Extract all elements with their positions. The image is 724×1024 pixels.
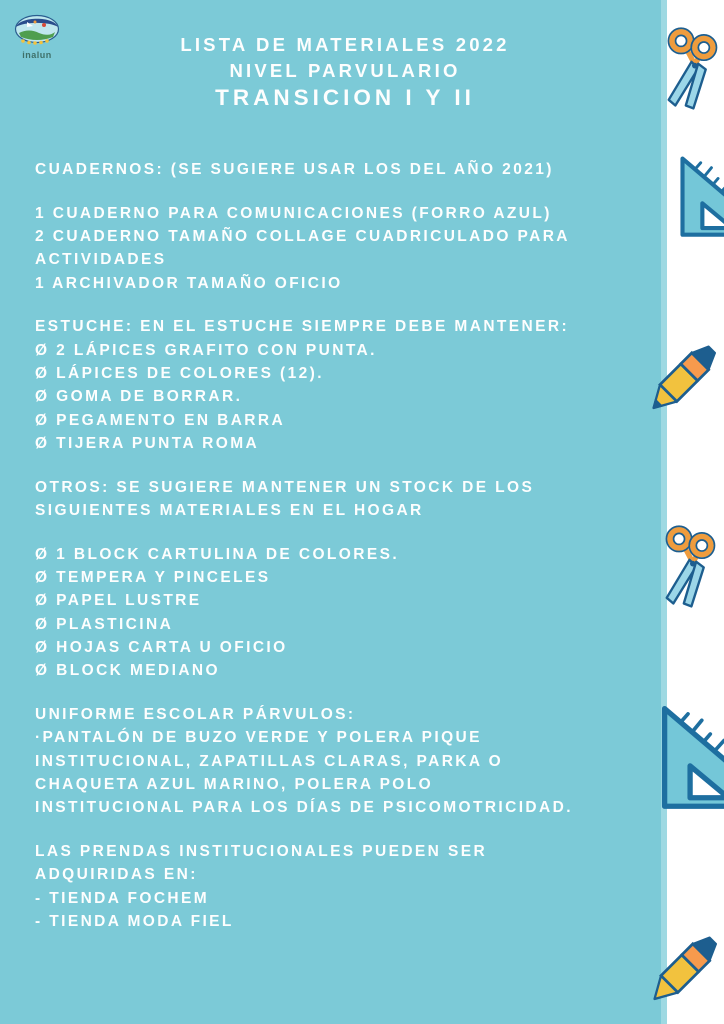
text-line: Ø BLOCK MEDIANO xyxy=(35,662,220,680)
title-line-2: NIVEL PARVULARIO xyxy=(229,60,461,81)
set-square-icon xyxy=(674,152,724,243)
set-square-icon xyxy=(654,700,724,817)
text-line: 1 CUADERNO PARA COMUNICACIONES (FORRO AZUL) xyxy=(35,204,552,222)
text-line: OTROS: SE SUGIERE MANTENER UN STOCK DE LOS xyxy=(35,478,535,496)
text-line: Ø HOJAS CARTA U OFICIO xyxy=(35,639,288,657)
text-line: Ø 1 BLOCK CARTULINA DE COLORES. xyxy=(35,545,400,563)
text-line: ADQUIRIDAS EN: xyxy=(35,866,198,884)
text-line: CHAQUETA AZUL MARINO, POLERA POLO xyxy=(35,776,434,794)
scissors-icon xyxy=(663,20,720,115)
text-line: Ø TIJERA PUNTA ROMA xyxy=(35,434,260,452)
section-estuche xyxy=(35,315,660,455)
section-otros-header xyxy=(35,476,660,523)
page-title xyxy=(0,32,690,113)
text-line: INSTITUCIONAL, ZAPATILLAS CLARAS, PARKA O xyxy=(35,752,504,770)
text-line: ESTUCHE: EN EL ESTUCHE SIEMPRE DEBE MANTENER: xyxy=(35,318,570,336)
school-logo-text: inalun xyxy=(22,50,52,60)
text-line: CUADERNOS: (SE SUGIERE USAR LOS DEL AÑO 2021) xyxy=(35,161,554,178)
text-line: Ø TEMPERA Y PINCELES xyxy=(35,569,271,587)
text-line: Ø PAPEL LUSTRE xyxy=(35,592,202,610)
text-line: 2 CUADERNO TAMAÑO COLLAGE CUADRICULADO PARA xyxy=(35,228,570,246)
title-line-1: LISTA DE MATERIALES 2022 xyxy=(180,34,510,55)
text-line: Ø GOMA DE BORRAR. xyxy=(35,388,243,406)
text-line: 1 ARCHIVADOR TAMAÑO OFICIO xyxy=(35,274,343,292)
text-line: ACTIVIDADES xyxy=(35,251,167,269)
text-line: ·PANTALÓN DE BUZO VERDE Y POLERA PIQUE xyxy=(35,729,482,747)
text-line: LAS PRENDAS INSTITUCIONALES PUEDEN SER xyxy=(35,843,488,861)
text-line: INSTITUCIONAL PARA LOS DÍAS DE PSICOMOTRICIDAD. xyxy=(35,799,573,817)
edge-stripe xyxy=(661,0,667,1024)
title-line-3: TRANSICION I Y II xyxy=(215,85,475,110)
text-line: SIGUIENTES MATERIALES EN EL HOGAR xyxy=(35,502,424,520)
section-otros-items xyxy=(35,543,660,683)
section-cuadernos-items xyxy=(35,202,660,295)
text-line: Ø PLASTICINA xyxy=(35,615,174,633)
section-cuadernos-header xyxy=(35,158,660,181)
scissors-icon xyxy=(661,518,718,613)
section-uniforme xyxy=(35,703,660,819)
text-line: UNIFORME ESCOLAR PÁRVULOS: xyxy=(35,706,356,724)
materials-list xyxy=(35,158,660,954)
text-line: - TIENDA MODA FIEL xyxy=(35,913,234,931)
section-prendas xyxy=(35,840,660,933)
text-line: Ø 2 LÁPICES GRAFITO CON PUNTA. xyxy=(35,341,377,359)
text-line: Ø PEGAMENTO EN BARRA xyxy=(35,411,286,429)
text-line: Ø LÁPICES DE COLORES (12). xyxy=(35,365,324,383)
text-line: - TIENDA FOCHEM xyxy=(35,889,210,907)
